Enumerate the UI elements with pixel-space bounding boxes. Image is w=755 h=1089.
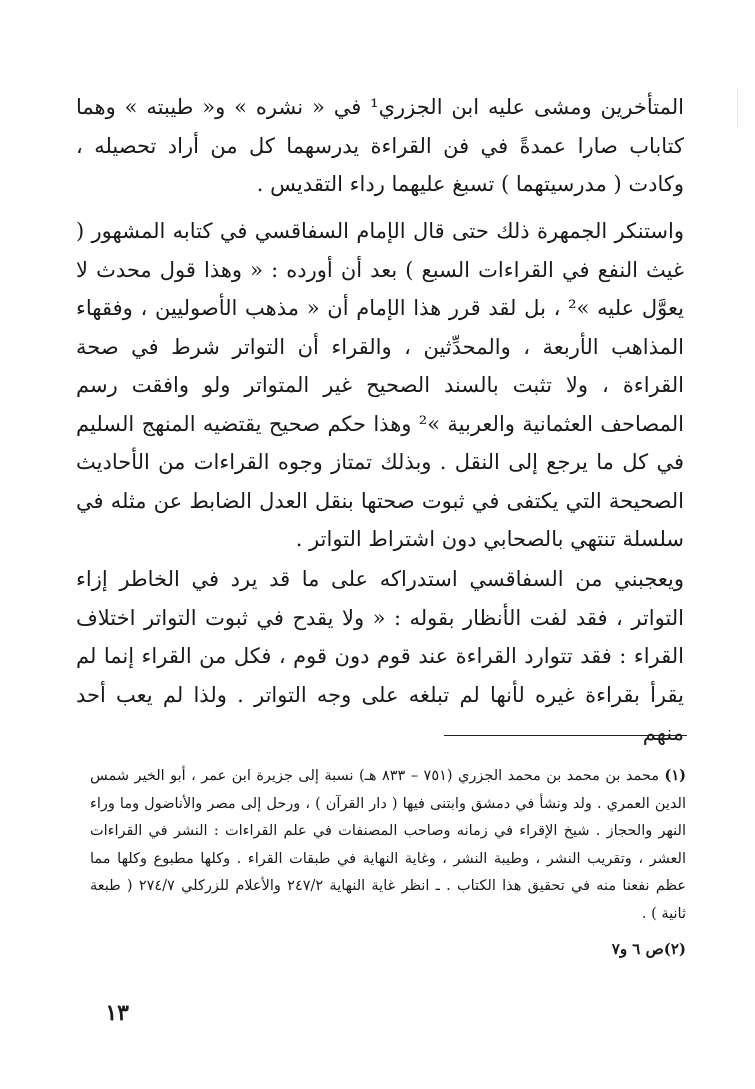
footnote-2-marker: (٢) [663,940,686,958]
footnotes [90,762,686,964]
footnote-1-text: محمد بن محمد بن محمد الجزري (٧٥١ – ٨٣٣ هـ) نسبة إلى جزيرة ابن عمر ، أبو الخير شمس الدين العمري . ولد ونشأ في دمشق وابتنى فيها ( دار القرآن ) ، ورحل إلى مصر والأناضول وما وراء النهر والحجاز . شيخ الإقراء في زمانه وصاحب المصنفات في علم القراءات : النشر في القراءات العشر ، وتقريب النشر ، وطيبة النشر ، وغاية النهاية في طبقات القراء . وكلها مطبوع وكلها مما عظم نفعنا منه في تحقيق هذا الكتاب . ـ انظر غاية النهاية ٢٤٧/٢ والأعلام للزركلي ٢٧٤/٧ ( طبعة ثانية ) . [90,768,687,922]
paragraph-3-container [76,560,684,753]
footnote-2 [90,936,686,964]
paragraph-1: المتأخرين ومشى عليه ابن الجزري¹ في « نشره » و« طيبته » وهما كتاباب صارا عمدةً في فن القراءة يدرسهما كل من أراد تحصيله ، وكادت ( مدرسيتهما ) تسبغ عليهما رداء التقديس . [76,95,684,196]
page-number: ١٣ [105,1000,129,1026]
footnote-2-text: ص ٦ و٧ [611,940,664,958]
footnote-1-marker: (١) [664,767,687,784]
paragraph-2: واستنكر الجمهرة ذلك حتى قال الإمام السفاقسي في كتابه المشهور ( غيث النفع في القراءات السبع ) بعد أن أورده : « وهذا قول محدث لا يعوَّل عليه »² ، بل لقد قرر هذا الإمام أن « مذهب الأصوليين ، وفقهاء المذاهب الأربعة ، والمحدِّثين ، والقراء أن التواتر شرط في صحة القراءة ، ولا تثبت بالسند الصحيح غير المتواتر ولو وافقت رسم المصاحف العثمانية والعربية »² وهذا حكم صحيح يقتضيه المنهج السليم في كل ما يرجع إلى النقل . وبذلك تمتاز وجوه القراءات من الأحاديث الصحيحة التي يكتفى في ثبوت صحتها بنقل العدل الضابط عن مثله في سلسلة تنتهي بالصحابي دون اشتراط التواتر . [76,219,685,551]
page-edge-mark [737,88,738,128]
footnote-1 [90,762,686,928]
paragraph-1-container [76,88,684,204]
footnote-separator [444,735,687,736]
paragraph-3: ويعجبني من السفاقسي استدراكه على ما قد يرد في الخاطر إزاء التواتر ، فقد لفت الأنظار بقوله : « ولا يقدح في ثبوت التواتر اختلاف القراء : فقد تتوارد القراءة عند قوم دون قوم ، فكل من القراء إنما لم يقرأ بقراءة غيره لأنها لم تبلغه على وجه التواتر . ولذا لم يعب أحد منهم [76,567,684,745]
paragraph-2-container [76,212,684,559]
